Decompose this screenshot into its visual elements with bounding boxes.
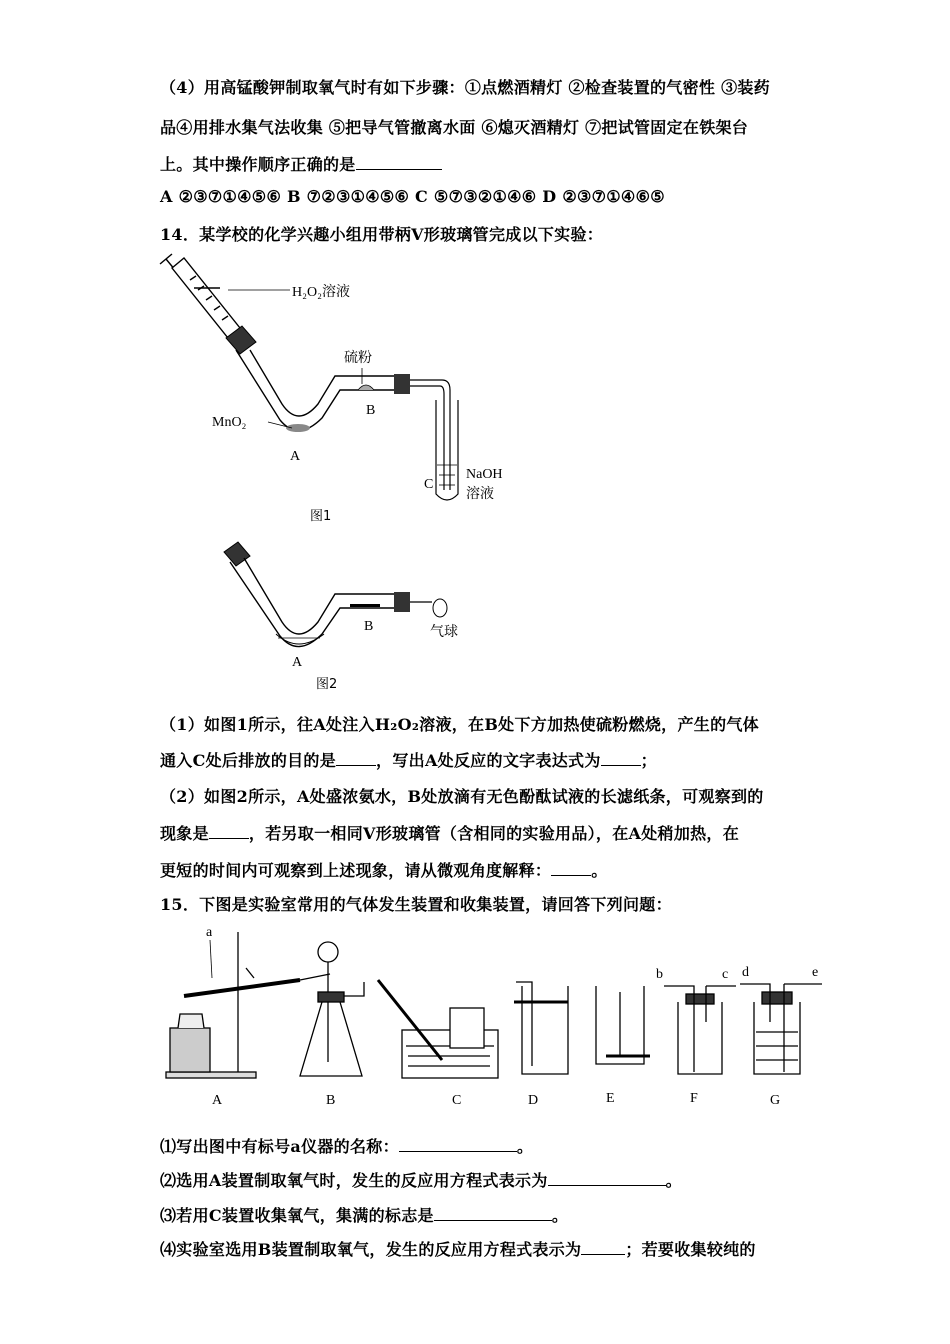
label-a: A xyxy=(292,655,303,670)
q15-sub4-text: ⑷实验室选用B装置制取氧气，发生的反应用方程式表示为 xyxy=(160,1240,582,1259)
label-h2o2: H₂O₂溶液 xyxy=(292,285,350,300)
q15-sub4-end: ；若要收集较纯的 xyxy=(625,1240,756,1259)
figure-1-v-tube xyxy=(150,250,530,530)
answer-blank[interactable] xyxy=(434,1220,552,1221)
q13-part4-line3 xyxy=(160,152,442,175)
q15-sub2-text: ⑵选用A装置制取氧气时，发生的反应用方程式表示为 xyxy=(160,1171,548,1190)
mno2-powder-icon xyxy=(286,424,310,432)
apparatus-d-icon xyxy=(514,982,568,1074)
q15-sub2-end: 。 xyxy=(665,1171,682,1190)
delivery-tube-icon xyxy=(410,380,450,490)
answer-blank[interactable] xyxy=(209,838,249,839)
sulfur-powder-icon xyxy=(358,385,374,390)
answer-blank[interactable] xyxy=(601,765,641,766)
q15-sub1-end: 。 xyxy=(516,1137,534,1156)
caption-e: E xyxy=(606,1091,615,1106)
figure-1-caption: 图1 xyxy=(310,509,332,524)
label-b: B xyxy=(364,619,374,634)
q13-options: A ②③⑦①④⑤⑥ B ⑦②③①④⑤⑥ C ⑤⑦③②①④⑥ D ②③⑦①④⑥⑤ xyxy=(160,187,665,206)
q14-part2-text-a: 现象是 xyxy=(160,824,209,843)
q15-title: 15．下图是实验室常用的气体发生装置和收集装置，请回答下列问题： xyxy=(160,895,672,914)
answer-blank[interactable] xyxy=(551,875,591,876)
caption-g: G xyxy=(770,1093,781,1108)
q14-part1-line1: （1）如图1所示，往A处注入H₂O₂溶液，在B处下方加热使硫粉燃烧，产生的气体 xyxy=(160,715,759,734)
q15-sub1-text: ⑴写出图中有标号a仪器的名称： xyxy=(160,1137,399,1156)
answer-blank[interactable] xyxy=(548,1185,666,1186)
figure-2-v-tube xyxy=(200,538,500,698)
label-naoh: NaOH xyxy=(466,467,503,482)
label-a-instrument: a xyxy=(206,925,213,940)
answer-blank[interactable] xyxy=(399,1151,517,1152)
apparatus-e-icon xyxy=(596,986,650,1064)
label-balloon: 气球 xyxy=(430,625,458,640)
label-sulfur: 硫粉 xyxy=(344,351,372,366)
outlet-stopper-icon xyxy=(394,592,410,612)
apparatus-b-icon xyxy=(300,942,364,1076)
q15-sub3-text: ⑶若用C装置收集氧气，集满的标志是 xyxy=(160,1206,434,1225)
q15-sub4 xyxy=(160,1237,756,1260)
apparatus-g-icon xyxy=(740,984,822,1074)
q13-part4-text: 上。其中操作顺序正确的是 xyxy=(160,155,356,174)
q14-part1-text-b: ，写出A处反应的文字表达式为 xyxy=(376,751,601,770)
q14-part2-line1: （2）如图2所示，A处盛浓氨水，B处放滴有无色酚酞试液的长滤纸条，可观察到的 xyxy=(160,787,764,806)
figure-2-caption: 图2 xyxy=(316,677,338,692)
v-tube-icon xyxy=(230,558,400,647)
label-a: A xyxy=(290,449,301,464)
q14-part1-text-c: ； xyxy=(640,751,657,770)
filter-paper-strip-icon xyxy=(350,604,380,607)
apparatus-f-icon xyxy=(664,986,736,1074)
q13-part4-line1: （4）用高锰酸钾制取氧气时有如下步骤：①点燃酒精灯 ②检查装置的气密性 ③装药 xyxy=(160,78,770,97)
q14-part1-line2 xyxy=(160,748,657,771)
figure-gas-apparatus xyxy=(150,922,840,1117)
outlet-stopper-icon xyxy=(394,374,410,394)
answer-blank[interactable] xyxy=(356,169,442,170)
q15-sub1 xyxy=(160,1134,533,1157)
q14-part2-text-d: 。 xyxy=(591,861,608,880)
q14-title: 14．某学校的化学兴趣小组用带柄V形玻璃管完成以下实验： xyxy=(160,225,604,244)
balloon-icon xyxy=(433,599,447,617)
label-c-port: c xyxy=(722,967,729,982)
q15-sub3-end: 。 xyxy=(551,1206,569,1225)
q14-part2-line3 xyxy=(160,858,608,881)
q15-sub3 xyxy=(160,1203,568,1226)
caption-b: B xyxy=(326,1093,336,1108)
q15-sub2 xyxy=(160,1168,682,1191)
caption-a: A xyxy=(212,1093,223,1108)
q14-part2-text-b: ，若另取一相同V形玻璃管（含相同的实验用品），在A处稍加热，在 xyxy=(248,824,740,843)
label-b-port: b xyxy=(656,967,663,982)
label-b: B xyxy=(366,403,376,418)
caption-d: D xyxy=(528,1093,539,1108)
label-e-port: e xyxy=(812,965,819,980)
label-d-port: d xyxy=(742,965,749,980)
caption-f: F xyxy=(690,1091,698,1106)
q13-part4-line2: 品④用排水集气法收集 ⑤把导气管撤离水面 ⑥熄灭酒精灯 ⑦把试管固定在铁架台 xyxy=(160,118,749,137)
label-mno2: MnO₂ xyxy=(212,415,247,430)
apparatus-c-icon xyxy=(378,980,498,1078)
label-naoh-solution: 溶液 xyxy=(466,487,494,502)
syringe-icon xyxy=(160,254,240,338)
label-c: C xyxy=(424,477,434,492)
answer-blank[interactable] xyxy=(336,765,376,766)
v-tube-icon xyxy=(236,350,400,431)
q14-part2-text-c: 更短的时间内可观察到上述现象，请从微观角度解释： xyxy=(160,861,552,880)
q14-part1-text-a: 通入C处后排放的目的是 xyxy=(160,751,337,770)
caption-c: C xyxy=(452,1093,462,1108)
answer-blank[interactable] xyxy=(581,1254,625,1255)
q14-part2-line2 xyxy=(160,821,739,844)
